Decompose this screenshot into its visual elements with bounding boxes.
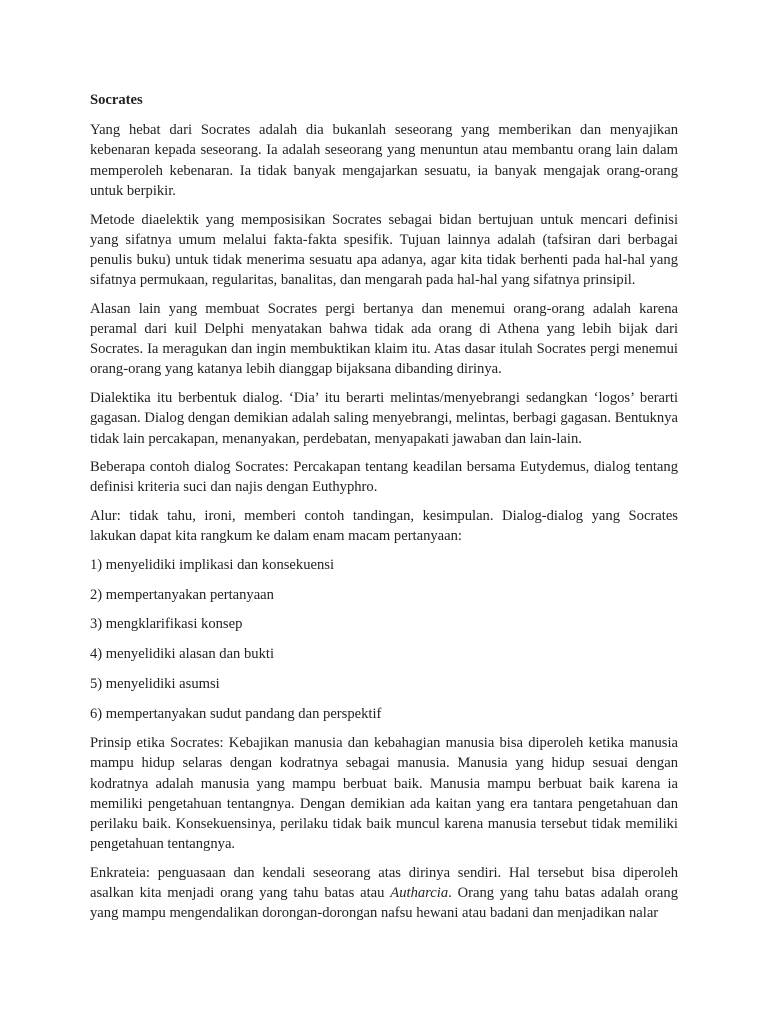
- list-item: 6) mempertanyakan sudut pandang dan perspektif: [90, 705, 382, 722]
- paragraph-dialektika: Dialektika itu berbentuk dialog. ‘Dia’ itu berarti melintas/menyebrangi sedangkan ‘logos’ berarti gagasan. Dialog dengan demikian adalah saling menyebrangi, melintas, berbagi gagasan. Bentuknya tidak lain percakapan, menanyakan, perdebatan, menyapakati jawaban dan lain-lain.: [90, 390, 678, 447]
- enkrateia-italic-term: Autharcia: [390, 885, 449, 902]
- document-title: Socrates: [90, 92, 143, 108]
- list-item: 2) mempertanyakan pertanyaan: [90, 586, 274, 603]
- list-item: 3) mengklarifikasi konsep: [90, 616, 243, 633]
- paragraph-contoh-dialog: Beberapa contoh dialog Socrates: Percakapan tentang keadilan bersama Eutydemus, dialog tentang definisi kriteria suci dan najis dengan Euthyphro.: [90, 459, 678, 496]
- document-page: [90, 90, 678, 932]
- paragraph-alasan: Alasan lain yang membuat Socrates pergi bertanya dan menemui orang-orang adalah karena peramal dari kuil Delphi menyatakan bahwa tidak ada orang di Athena yang lebih bijak dari Socrates. Ia meragukan dan ingin membuktikan klaim itu. Atas dasar itulah Socrates pergi menemui orang-orang yang katanya lebih dianggap bijaksana dibanding dirinya.: [90, 300, 678, 378]
- enkrateia-text-end: . Orang yang tahu batas adalah orang yang mampu mengendalikan dorongan-dorongan nafsu hewani atau badani dan menjadikan nalar: [90, 885, 678, 922]
- paragraph-prinsip-etika: Prinsip etika Socrates: Kebajikan manusia dan kebahagian manusia bisa diperoleh ketika manusia mampu hidup selaras dengan kodratnya sebagai manusia. Manusia yang hidup sesuai dengan kodratnya adalah manusia yang mampu berbuat baik. Manusia mampu berbuat baik karena ia memiliki pengetahuan tentangnya. Dengan demikian ada kaitan yang era tantara pengetahuan dan perilaku baik. Konsekuensinya, perilaku tidak baik muncul karena manusia tersebut tidak memiliki pengetahuan tentangnya.: [90, 735, 678, 853]
- list-item: 1) menyelidiki implikasi dan konsekuensi: [90, 557, 335, 574]
- enkrateia-text-start: Enkrateia: penguasaan dan kendali seseorang atas dirinya sendiri. Hal tersebut bisa diperoleh asalkan kita menjadi orang yang tahu batas atau: [90, 865, 678, 902]
- paragraph-enkrateia: [90, 863, 678, 924]
- paragraph-intro: Yang hebat dari Socrates adalah dia bukanlah seseorang yang memberikan dan menyajikan kebenaran kepada seseorang. Ia adalah seseorang yang menuntun atau membantu orang lain dalam memperoleh kebenaran. Ia tidak banyak mengajarkan sesuatu, ia banyak mengajak orang-orang untuk berpikir.: [90, 122, 678, 199]
- list-item: 5) menyelidiki asumsi: [90, 675, 220, 692]
- list-item: 4) menyelidiki alasan dan bukti: [90, 646, 274, 663]
- paragraph-metode: Metode diaelektik yang memposisikan Socrates sebagai bidan bertujuan untuk mencari definisi yang sifatnya umum melalui fakta-fakta spesifik. Tujuan lainnya adalah (tafsiran dari berbagai penulis buku) untuk tidak menerima sesuatu apa adanya, agar kita tidak berhenti pada hal-hal yang sifatnya permukaan, regularitas, banalitas, dan mengarah pada hal-hal yang sifatnya prinsipil.: [90, 211, 678, 289]
- paragraph-alur: Alur: tidak tahu, ironi, memberi contoh tandingan, kesimpulan. Dialog-dialog yang Socrates lakukan dapat kita rangkum ke dalam enam macam pertanyaan:: [90, 508, 678, 545]
